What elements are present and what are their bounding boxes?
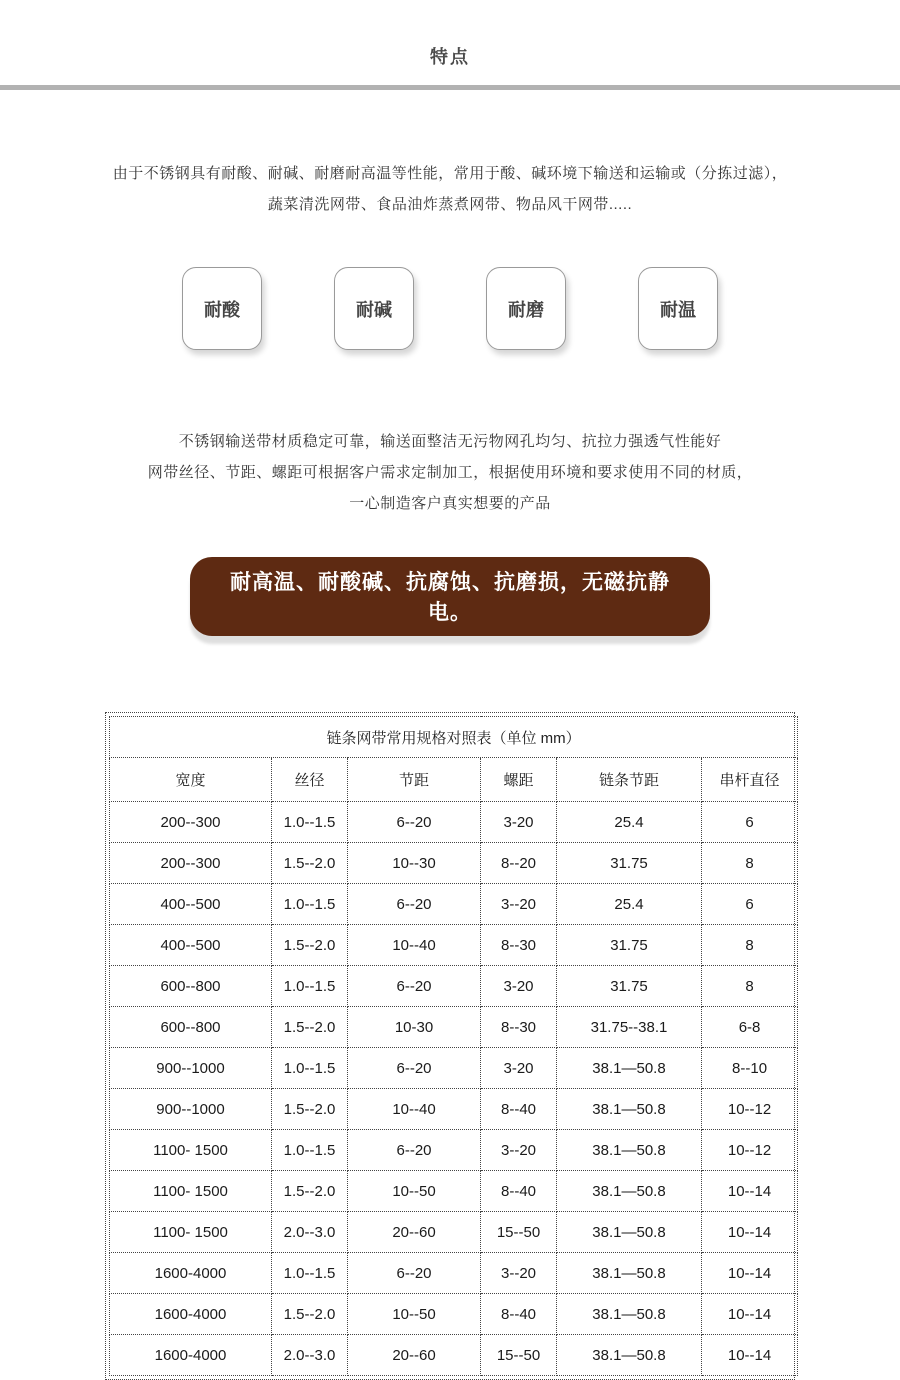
table-cell: 38.1—50.8	[557, 1294, 702, 1335]
table-cell: 3--20	[481, 884, 557, 925]
table-cell: 1600-4000	[110, 1335, 272, 1376]
table-cell: 8--20	[481, 843, 557, 884]
table-cell: 1100- 1500	[110, 1171, 272, 1212]
badge-label: 耐磨	[508, 299, 544, 320]
table-cell: 38.1—50.8	[557, 1335, 702, 1376]
table-cell: 8--40	[481, 1294, 557, 1335]
table-cell: 20--60	[348, 1335, 481, 1376]
description-line-2: 网带丝径、节距、螺距可根据客户需求定制加工，根据使用环境和要求使用不同的材质，	[147, 464, 753, 481]
table-cell: 1.5--2.0	[272, 1089, 348, 1130]
table-row	[110, 925, 798, 966]
table-row	[110, 1335, 798, 1376]
badge-label: 耐碱	[356, 299, 392, 320]
table-cell: 10--14	[702, 1335, 798, 1376]
column-header-rod-diameter: 串杆直径	[702, 758, 798, 802]
table-cell: 6--20	[348, 966, 481, 1007]
spec-table	[109, 716, 798, 1376]
column-header-pitch: 节距	[348, 758, 481, 802]
column-header-wire-diameter: 丝径	[272, 758, 348, 802]
table-row	[110, 1089, 798, 1130]
table-cell: 1.0--1.5	[272, 966, 348, 1007]
description-paragraph	[0, 426, 900, 519]
table-cell: 1.0--1.5	[272, 802, 348, 843]
table-cell: 3-20	[481, 966, 557, 1007]
table-cell: 1.5--2.0	[272, 1294, 348, 1335]
table-row	[110, 1253, 798, 1294]
table-cell: 20--60	[348, 1212, 481, 1253]
table-cell: 3--20	[481, 1130, 557, 1171]
table-cell: 8--30	[481, 1007, 557, 1048]
badge-label: 耐温	[660, 299, 696, 320]
table-cell: 1.0--1.5	[272, 1130, 348, 1171]
table-cell: 2.0--3.0	[272, 1212, 348, 1253]
table-row	[110, 1130, 798, 1171]
table-cell: 200--300	[110, 802, 272, 843]
column-header-chain-pitch: 链条节距	[557, 758, 702, 802]
table-cell: 38.1—50.8	[557, 1048, 702, 1089]
table-cell: 400--500	[110, 884, 272, 925]
table-cell: 38.1—50.8	[557, 1212, 702, 1253]
table-cell: 6--20	[348, 1253, 481, 1294]
table-cell: 25.4	[557, 802, 702, 843]
table-cell: 6	[702, 802, 798, 843]
table-cell: 1.5--2.0	[272, 1171, 348, 1212]
table-cell: 10--50	[348, 1171, 481, 1212]
table-cell: 6--20	[348, 1130, 481, 1171]
table-cell: 6--20	[348, 1048, 481, 1089]
intro-line-1: 由于不锈钢具有耐酸、耐碱、耐磨耐高温等性能，常用于酸、碱环境下输送和运输或（分拣过滤），	[112, 165, 788, 182]
table-cell: 8	[702, 966, 798, 1007]
feature-badges-row	[0, 267, 900, 350]
table-cell: 10--14	[702, 1212, 798, 1253]
table-title: 链条网带常用规格对照表（单位 mm）	[110, 717, 798, 758]
table-cell: 38.1—50.8	[557, 1089, 702, 1130]
page-title: 特点	[430, 47, 470, 67]
table-cell: 3-20	[481, 802, 557, 843]
section-divider	[0, 85, 900, 90]
table-cell: 1100- 1500	[110, 1212, 272, 1253]
table-cell: 600--800	[110, 1007, 272, 1048]
table-cell: 1.5--2.0	[272, 925, 348, 966]
table-row	[110, 802, 798, 843]
table-cell: 900--1000	[110, 1048, 272, 1089]
badge-alkali-resistant	[334, 267, 414, 350]
table-row	[110, 884, 798, 925]
column-header-width: 宽度	[110, 758, 272, 802]
table-row	[110, 966, 798, 1007]
table-cell: 3--20	[481, 1253, 557, 1294]
table-cell: 38.1—50.8	[557, 1130, 702, 1171]
table-cell: 10-30	[348, 1007, 481, 1048]
table-cell: 8	[702, 925, 798, 966]
spec-table-wrapper	[105, 712, 795, 1380]
table-cell: 900--1000	[110, 1089, 272, 1130]
badge-acid-resistant	[182, 267, 262, 350]
feature-banner: 耐高温、耐酸碱、抗腐蚀、抗磨损，无磁抗静电。	[190, 557, 710, 636]
table-cell: 31.75	[557, 966, 702, 1007]
table-cell: 6--20	[348, 802, 481, 843]
table-cell: 600--800	[110, 966, 272, 1007]
description-line-3: 一心制造客户真实想要的产品	[349, 495, 551, 512]
table-cell: 8--40	[481, 1171, 557, 1212]
table-cell: 10--14	[702, 1253, 798, 1294]
badge-wear-resistant	[486, 267, 566, 350]
table-cell: 3-20	[481, 1048, 557, 1089]
table-cell: 10--14	[702, 1171, 798, 1212]
table-cell: 31.75--38.1	[557, 1007, 702, 1048]
table-cell: 10--40	[348, 1089, 481, 1130]
table-cell: 1.0--1.5	[272, 1253, 348, 1294]
table-title-row	[110, 717, 798, 758]
table-row	[110, 843, 798, 884]
badge-temperature-resistant	[638, 267, 718, 350]
table-cell: 10--12	[702, 1130, 798, 1171]
table-cell: 25.4	[557, 884, 702, 925]
table-cell: 10--50	[348, 1294, 481, 1335]
intro-paragraph	[0, 158, 900, 220]
table-cell: 8--30	[481, 925, 557, 966]
table-cell: 1.5--2.0	[272, 843, 348, 884]
table-cell: 15--50	[481, 1212, 557, 1253]
table-row	[110, 1171, 798, 1212]
description-line-1: 不锈钢输送带材质稳定可靠，输送面整洁无污物网孔均匀、抗拉力强透气性能好	[178, 433, 722, 450]
table-cell: 8--40	[481, 1089, 557, 1130]
table-cell: 31.75	[557, 925, 702, 966]
table-cell: 10--30	[348, 843, 481, 884]
table-header-row	[110, 758, 798, 802]
table-cell: 31.75	[557, 843, 702, 884]
table-cell: 1.0--1.5	[272, 884, 348, 925]
column-header-screw-pitch: 螺距	[481, 758, 557, 802]
table-cell: 10--12	[702, 1089, 798, 1130]
table-cell: 2.0--3.0	[272, 1335, 348, 1376]
table-row	[110, 1007, 798, 1048]
table-cell: 6--20	[348, 884, 481, 925]
intro-line-2: 蔬菜清洗网带、食品油炸蒸煮网带、物品风干网带.....	[267, 196, 633, 213]
table-cell: 1600-4000	[110, 1253, 272, 1294]
table-cell: 1.5--2.0	[272, 1007, 348, 1048]
table-cell: 1100- 1500	[110, 1130, 272, 1171]
table-cell: 1600-4000	[110, 1294, 272, 1335]
table-cell: 400--500	[110, 925, 272, 966]
table-cell: 15--50	[481, 1335, 557, 1376]
table-cell: 1.0--1.5	[272, 1048, 348, 1089]
spec-table-body	[110, 717, 798, 1376]
table-row	[110, 1048, 798, 1089]
table-cell: 10--14	[702, 1294, 798, 1335]
table-cell: 8--10	[702, 1048, 798, 1089]
table-cell: 6	[702, 884, 798, 925]
table-cell: 8	[702, 843, 798, 884]
table-cell: 200--300	[110, 843, 272, 884]
table-cell: 38.1—50.8	[557, 1253, 702, 1294]
table-cell: 6-8	[702, 1007, 798, 1048]
table-row	[110, 1294, 798, 1335]
table-cell: 38.1—50.8	[557, 1171, 702, 1212]
table-cell: 10--40	[348, 925, 481, 966]
banner-container	[0, 557, 900, 636]
badge-label: 耐酸	[204, 299, 240, 320]
table-row	[110, 1212, 798, 1253]
